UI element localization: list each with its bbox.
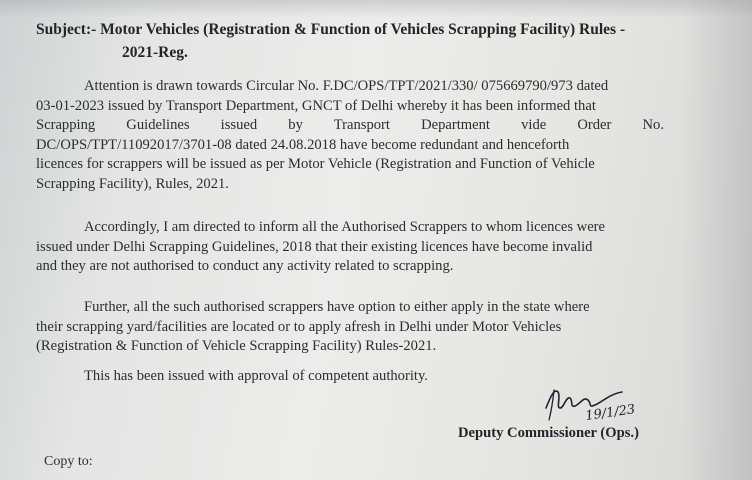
paragraph-option [36,298,664,357]
paragraph-line: (Registration & Function of Vehicle Scrapping Facility) Rules-2021. [36,338,437,354]
paragraph-line: their scrapping yard/facilities are located or to apply afresh in Delhi under Motor Vehicles [36,318,562,335]
paragraph-line: licences for scrappers will be issued as per Motor Vehicle (Registration and Function of Vehicle [36,156,595,172]
paragraph-circular [36,77,664,194]
paragraph-directive [36,218,664,277]
subject-line-2: 2021-Reg. [122,44,188,61]
paragraph-line: Scrapping Guidelines issued by Transport Department vide Order No. [36,117,664,133]
signatory-designation: Deputy Commissioner (Ops.) [458,425,639,441]
paragraph-line: 03-01-2023 issued by Transport Department, GNCT of Delhi whereby it has been informed that [36,97,596,114]
handwritten-signature [540,378,650,426]
paragraph-line: and they are not authorised to conduct any activity related to scrapping. [36,258,454,274]
paragraph-line: DC/OPS/TPT/11092017/3701-08 dated 24.08.2018 have become redundant and henceforth [36,136,570,153]
paragraph-line: Attention is drawn towards Circular No. F.DC/OPS/TPT/2021/330/ 075669790/973 dated [84,78,609,94]
paragraph-line: This has been issued with approval of competent authority. [84,368,428,384]
paragraph-line: Accordingly, I am directed to inform all the Authorised Scrappers to whom licences were [84,219,606,235]
paragraph-line: issued under Delhi Scrapping Guidelines, 2018 that their existing licences have become invalid [36,238,593,255]
subject-line-1: Subject:- Motor Vehicles (Registration & Function of Vehicles Scrapping Facility) Rules - [36,21,626,38]
copy-to-label: Copy to: [44,454,93,469]
page-shadow-right [682,0,752,480]
paragraph-line: Further, all the such authorised scrappers have option to either apply in the state where [84,299,590,315]
signature-date: 19/1/23 [584,402,637,424]
subject-heading [36,18,716,64]
page-shadow-top [0,0,752,18]
paragraph-line: Scrapping Facility), Rules, 2021. [36,175,229,192]
